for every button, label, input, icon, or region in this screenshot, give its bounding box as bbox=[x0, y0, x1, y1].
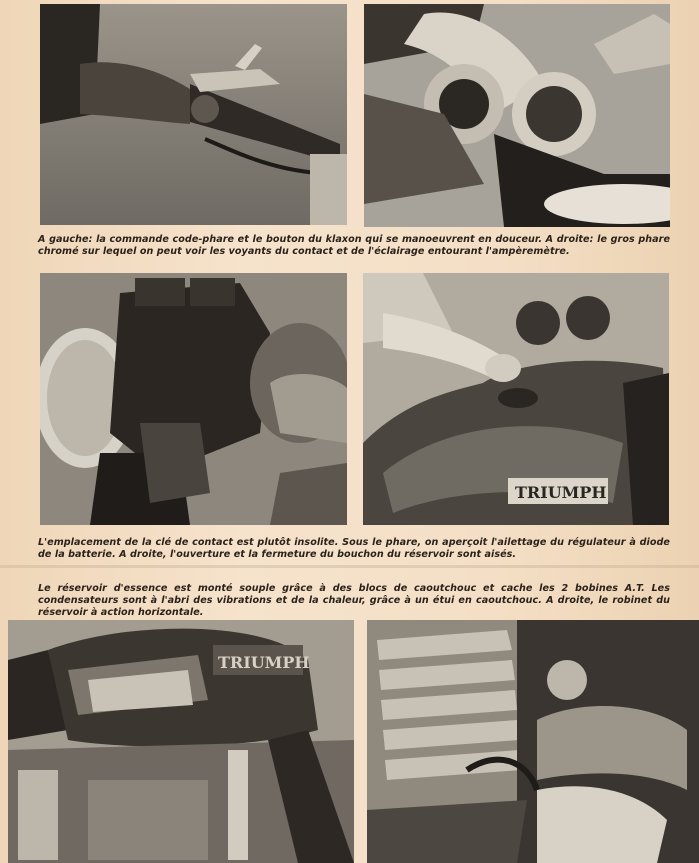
paper-crease bbox=[0, 565, 699, 568]
photo-fuel-tank bbox=[8, 620, 354, 863]
tank-badge-text: TRIUMPH bbox=[218, 653, 310, 672]
photo-ignition-key bbox=[40, 273, 347, 525]
tank-badge-text: TRIUMPH bbox=[515, 483, 607, 502]
fuel-tap-illustration bbox=[367, 620, 699, 863]
ignition-key-illustration bbox=[40, 273, 347, 525]
photo-fuel-cap bbox=[363, 273, 669, 525]
handlebar-switch-illustration bbox=[40, 4, 347, 225]
fuel-tank-illustration bbox=[8, 620, 354, 863]
caption-bottom: Le réservoir d'essence est monté souple grâce à des blocs de caoutchouc et cache les 2 bobines A.T. Les condensateurs sont à l'abri des vibrations et de la chaleur, grâce à un étui en caoutchouc. A droite, le robinet du réservoir à action horizontale. bbox=[38, 583, 670, 619]
headlight-chrome-illustration bbox=[364, 4, 670, 227]
photo-headlight-chrome bbox=[364, 4, 670, 227]
photo-handlebar-switch bbox=[40, 4, 347, 225]
caption-top: A gauche: la commande code-phare et le bouton du klaxon qui se manoeuvrent en douceur. A droite: le gros phare chromé sur lequel on peut voir les voyants du contact et de l'éclairage entourant l'ampèremètre. bbox=[38, 234, 670, 258]
caption-middle: L'emplacement de la clé de contact est plutôt insolite. Sous le phare, on aperçoit l'ailettage du régulateur à diode de la batterie. A droite, l'ouverture et la fermeture du bouchon du réservoir sont aisés. bbox=[38, 537, 670, 561]
photo-fuel-tap bbox=[367, 620, 699, 863]
fuel-cap-illustration bbox=[363, 273, 669, 525]
